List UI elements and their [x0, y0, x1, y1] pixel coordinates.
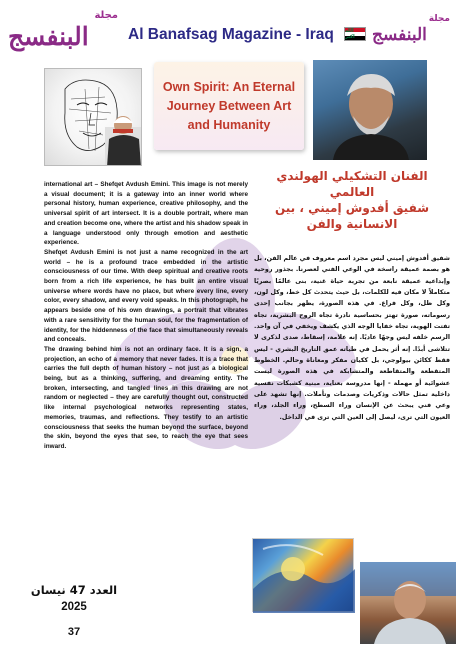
- artist-portrait-photo: [313, 60, 427, 160]
- issue-label: العدد 47 نيسان: [30, 583, 118, 597]
- english-paragraph-1: international art – Shefqet Avdush Emini. This image is not merely a visual document; it is a gateway into an inner world where personal history, human experience, creative philosophy, and the universal spirit of art intersect. It is a double portrait, where man and creation become one, where the artist and his shadow speak in a language understood only through emotion and aesthetic experience.: [44, 181, 248, 247]
- magazine-title: Al Banafsag Magazine - Iraq: [128, 26, 334, 43]
- artist-icon: [360, 562, 456, 644]
- portrait-icon: [313, 60, 427, 160]
- logo-big-text-right: البنفسج: [372, 25, 427, 45]
- article-title-box: [154, 62, 304, 150]
- sketch-drawing-icon: [45, 69, 142, 166]
- artist-with-painting-photo: [360, 562, 456, 644]
- article-title: Own Spirit: An Eternal Journey Between Art and Humanity: [162, 79, 296, 132]
- english-paragraph-2: Shefqet Avdush Emini is not just a name recognized in the art world – he is a profound trace embedded in the artistic consciousness of our time. With deep spiritual and creative roots born from a rich life experience, he has built an entire visual universe where words have no place, but where every line, every color, every shadow, and every void speaks. In this photograph, he appears beside one of his own drawings, a portrait that vibrates with a rare sensitivity for the human soul, for the fragmentation of identity, for the hiddenness of the face that simultaneously reveals and conceals.: [44, 248, 248, 344]
- arabic-article-body: [254, 253, 450, 423]
- arabic-heading-line-2: العالمي: [329, 185, 375, 199]
- logo-big-text: البنفسج: [8, 22, 89, 51]
- page-header: [0, 0, 460, 58]
- english-article-body: [44, 180, 248, 452]
- magazine-logo-left: [8, 10, 126, 54]
- magazine-logo-right: [372, 14, 454, 50]
- logo-small-text: مجلة: [94, 10, 118, 21]
- arabic-heading-line-4: الانسانية والفن: [306, 217, 398, 231]
- painting-icon: [253, 539, 355, 613]
- page-number: 37: [67, 626, 81, 638]
- english-paragraph-3: The drawing behind him is not an ordinary face. It is a sign, a projection, an echo of a memory that never fades. It is a trace that carries the full depth of human history – not just as a biological being, but as a thinking, suffering, and dreaming entity. The broken, intersecting, and tangled lines in this drawing are not random or neglected – they are carefully thought out, constructed like internal psychological networks representing states, memories, traumas, and reflections. They testify to an artistic consciousness that seeks the human beyond the surface, beyond the skin, beyond the eyes that see, to reach the eye that sees inward.: [44, 345, 248, 450]
- flag-text: [345, 32, 365, 36]
- logo-small-text-right: مجلة: [428, 14, 450, 24]
- issue-year: 2025: [61, 601, 87, 613]
- iraq-flag-icon: [344, 27, 366, 41]
- artist-with-drawing-photo: [44, 68, 142, 166]
- arabic-heading-line-1: الفنان التشكيلي الهولندي: [276, 169, 428, 183]
- arabic-heading: [254, 168, 450, 232]
- arabic-paragraph: شفيق أفدوش إميني ليس مجرد اسم معروف في عالم الفن، بل هو بصمة عميقة راسخة في الوعي الفني لعصرنا. بجذور روحية وإبداعية عميقة نابعة من تجربة حياة غنية، بنى عالمًا بصريًا متكاملاً لا مكان فيه للكلمات، بل حيث يتحدث كل خط، وكل لون، وكل ظل، وكل فراغ. في هذه الصورة، يظهر بجانب إحدى رسوماته، صورة تهتز بحساسية نادرة تجاه الروح البشرية، تجاه تفتت الهوية، تجاه خفايا الوجه الذي يكشف ويخفي في آن واحد. الرسم خلفه ليس وجهًا عاديًا. إنه علامة، إسقاط، صدى لذكرى لا تتلاشى أبدًا. إنه أثر يحمل في طياته عمق التاريخ البشري - ليس فقط ككائن بيولوجي، بل ككيان مفكر ومعاناة وحالم. الخطوط المتقطعة والمتقاطعة والمتشابكة في هذه الصورة ليست عشوائية أو مهملة - إنها مدروسة بعناية، مبنية كشبكات نفسية داخلية تمثل حالات وذكريات وصدمات وتأملات. إنها تشهد على وعي فني يبحث عن الإنسان وراء السطح، وراء الجلد، وراء العيون التي ترى، ليصل إلى العين التي ترى في الداخل.: [254, 255, 450, 421]
- abstract-painting-photo: [252, 538, 354, 612]
- arabic-heading-line-3: شفيق أفدوش إميني ، بين: [274, 201, 430, 215]
